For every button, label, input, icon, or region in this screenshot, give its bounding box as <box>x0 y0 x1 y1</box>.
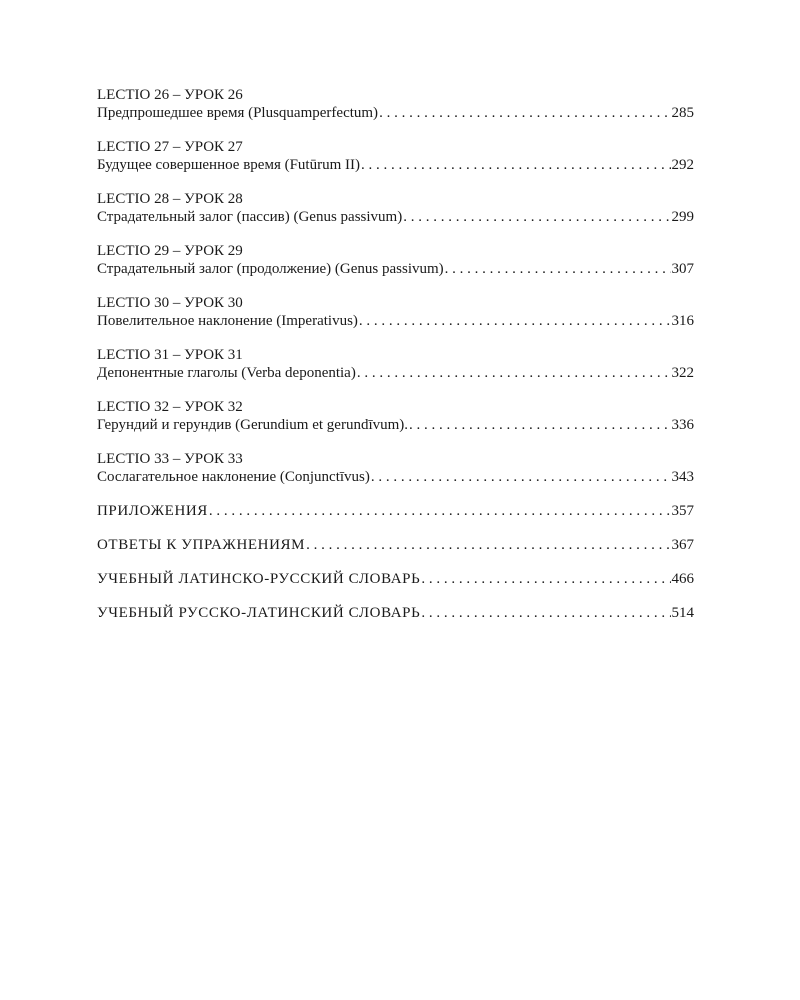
lesson-heading: LECTIO 26 – УРОК 26 <box>97 87 243 103</box>
toc-entry[interactable] <box>97 208 694 226</box>
toc-entry[interactable] <box>97 416 694 434</box>
page-number: 307 <box>671 261 694 277</box>
toc-lesson-30 <box>97 294 694 330</box>
dot-leader <box>371 468 671 486</box>
lesson-heading: LECTIO 27 – УРОК 27 <box>97 139 243 155</box>
lesson-heading: LECTIO 31 – УРОК 31 <box>97 347 243 363</box>
dot-leader <box>409 416 670 434</box>
lesson-heading: LECTIO 33 – УРОК 33 <box>97 451 243 467</box>
page-number: 343 <box>671 469 694 485</box>
entry-title: Сослагательное наклонение (Conjunctīvus) <box>97 469 370 485</box>
toc-section-appendices <box>97 502 694 520</box>
entry-title: Будущее совершенное время (Futūrum II) <box>97 157 360 173</box>
dot-leader <box>445 260 671 278</box>
dot-leader <box>379 104 670 122</box>
toc-lesson-26 <box>97 86 694 122</box>
toc-entry[interactable] <box>97 536 694 554</box>
dot-leader <box>357 364 671 382</box>
entry-title: ПРИЛОЖЕНИЯ <box>97 503 208 519</box>
toc-section-russian-latin-dictionary <box>97 604 694 622</box>
lesson-heading: LECTIO 30 – УРОК 30 <box>97 295 243 311</box>
entry-title: Герундий и герундив (Gerundium et gerundīvum). <box>97 417 409 433</box>
toc-section-latin-russian-dictionary <box>97 570 694 588</box>
page-number: 357 <box>671 503 694 519</box>
entry-title: ОТВЕТЫ К УПРАЖНЕНИЯМ <box>97 537 306 553</box>
lesson-heading: LECTIO 29 – УРОК 29 <box>97 243 243 259</box>
page-number: 367 <box>671 537 694 553</box>
entry-title: Предпрошедшее время (Plusquamperfectum) <box>97 105 379 121</box>
toc-entry[interactable] <box>97 604 694 622</box>
page-number: 316 <box>671 313 694 329</box>
page-number: 336 <box>671 417 694 433</box>
table-of-contents <box>97 86 694 638</box>
dot-leader <box>421 570 670 588</box>
toc-lesson-32 <box>97 398 694 434</box>
toc-entry[interactable] <box>97 570 694 588</box>
page-number: 514 <box>671 605 694 621</box>
entry-title: Депонентные глаголы (Verba deponentia) <box>97 365 356 381</box>
dot-leader <box>403 208 670 226</box>
page-number: 322 <box>671 365 694 381</box>
entry-title: Страдательный залог (продолжение) (Genus passivum) <box>97 261 444 277</box>
lesson-heading: LECTIO 28 – УРОК 28 <box>97 191 243 207</box>
dot-leader <box>359 312 671 330</box>
toc-entry[interactable] <box>97 104 694 122</box>
entry-title: Повелительное наклонение (Imperativus) <box>97 313 358 329</box>
page-number: 466 <box>671 571 694 587</box>
dot-leader <box>209 502 671 520</box>
lesson-heading: LECTIO 32 – УРОК 32 <box>97 399 243 415</box>
dot-leader <box>421 604 670 622</box>
dot-leader <box>361 156 671 174</box>
entry-title: УЧЕБНЫЙ ЛАТИНСКО-РУССКИЙ СЛОВАРЬ <box>97 571 421 587</box>
toc-lesson-31 <box>97 346 694 382</box>
page-number: 299 <box>671 209 694 225</box>
toc-lesson-28 <box>97 190 694 226</box>
page-number: 292 <box>671 157 694 173</box>
toc-section-answers <box>97 536 694 554</box>
dot-leader <box>306 536 670 554</box>
toc-lesson-27 <box>97 138 694 174</box>
toc-lesson-29 <box>97 242 694 278</box>
entry-title: УЧЕБНЫЙ РУССКО-ЛАТИНСКИЙ СЛОВАРЬ <box>97 605 421 621</box>
toc-entry[interactable] <box>97 156 694 174</box>
toc-entry[interactable] <box>97 312 694 330</box>
entry-title: Страдательный залог (пассив) (Genus passivum) <box>97 209 403 225</box>
toc-entry[interactable] <box>97 468 694 486</box>
toc-entry[interactable] <box>97 502 694 520</box>
toc-lesson-33 <box>97 450 694 486</box>
toc-entry[interactable] <box>97 260 694 278</box>
page-number: 285 <box>671 105 694 121</box>
toc-entry[interactable] <box>97 364 694 382</box>
